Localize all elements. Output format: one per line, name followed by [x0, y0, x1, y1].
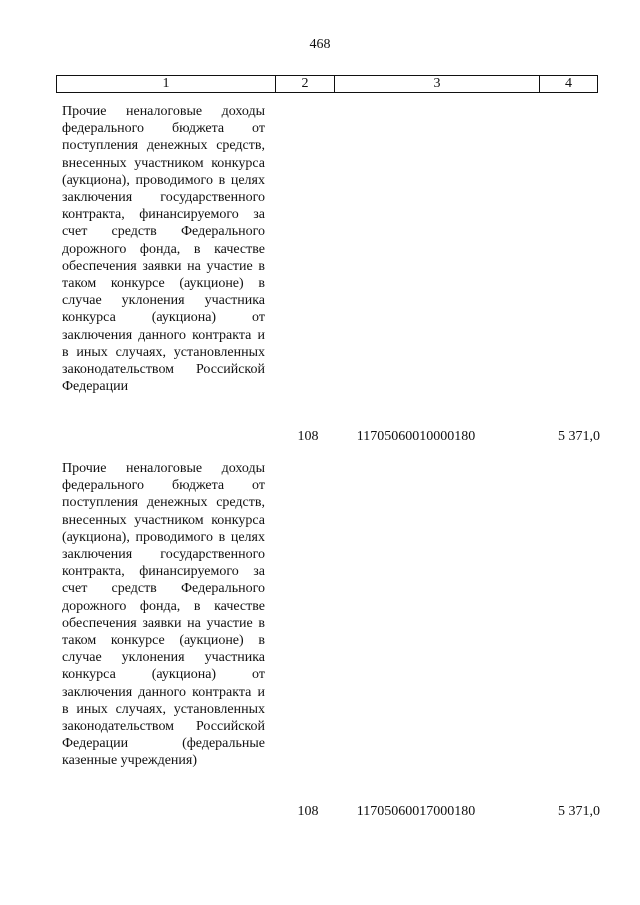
row-amount: 5 371,0: [558, 429, 600, 444]
header-cell-4: 4: [565, 76, 572, 91]
row-description: Прочие неналоговые доходы федерального бюджета от поступления денежных средств, внесенных участником конкурса (аукциона), проводимого в целях заключения государственного контракта, финансируемого за счет средств Федерального дорожного фонда, в качестве обеспечения заявки на участие в таком конкурсе (аукционе) в случае уклонения участника конкурса (аукциона) от заключения данного контракта и в иных случаях, установленных законодательством Российской Федерации: [62, 104, 265, 395]
page-number: 468: [309, 37, 331, 52]
row-description: Прочие неналоговые доходы федерального бюджета от поступления денежных средств, внесенных участником конкурса (аукциона), проводимого в целях заключения государственного контракта, финансируемого за счет средств Федерального дорожного фонда, в качестве обеспечения заявки на участие в таком конкурсе (аукционе) в случае уклонения участника конкурса (аукциона) от заключения данного контракта и в иных случаях, установленных законодательством Российской Федерации (федеральные казенные учреждения): [62, 461, 265, 769]
header-cell-1: 1: [57, 76, 276, 92]
header-cell-3: 3: [335, 76, 540, 92]
row-admin-code: 108: [297, 804, 319, 819]
row-admin-code: 108: [297, 429, 319, 444]
row-amount: 5 371,0: [558, 804, 600, 819]
row-kbk-code: 11705060017000180: [356, 804, 476, 819]
row-kbk-code: 11705060010000180: [356, 429, 476, 444]
table-header-row: [56, 75, 598, 93]
header-cell-2: 2: [276, 76, 335, 92]
